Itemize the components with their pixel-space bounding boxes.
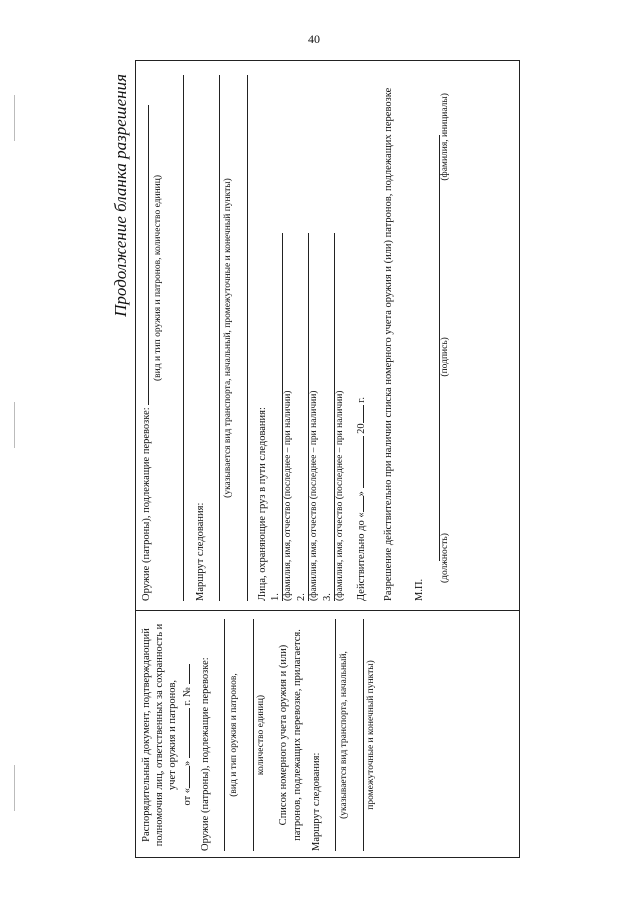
route-blank-line bbox=[235, 75, 248, 601]
form-heading: Продолжение бланка разрешения bbox=[111, 74, 130, 317]
doc-date-number-line bbox=[181, 619, 194, 851]
number-text: г. № bbox=[182, 687, 194, 706]
validity-note: Разрешение действительно при наличии списка номерного учета оружия и (или) патронов, подлежащих перевозке bbox=[383, 87, 395, 601]
weapons-blank-line bbox=[212, 619, 225, 851]
route-blank-line bbox=[323, 619, 336, 851]
signature-line bbox=[427, 135, 440, 561]
permit-form-table bbox=[135, 60, 520, 858]
valid-year-blank bbox=[363, 405, 364, 423]
route-blank-line bbox=[207, 75, 220, 601]
scan-margin-mark bbox=[14, 402, 15, 448]
weapons-label: Оружие (патроны), подлежащие перевозке: bbox=[199, 657, 211, 851]
weapons-blank bbox=[148, 105, 149, 405]
valid-until-line bbox=[355, 75, 368, 601]
guard-caption: (фамилия, имя, отчество (последнее – при наличии) bbox=[282, 233, 295, 601]
valid-month-blank bbox=[363, 436, 364, 488]
date-from-text: от « bbox=[182, 787, 194, 806]
weapons-blank-line bbox=[241, 619, 254, 851]
route-caption: (указывается вид транспорта, начальный, bbox=[338, 651, 349, 819]
route-label: Маршрут следования: bbox=[310, 752, 322, 851]
valid-year-text: 20 bbox=[356, 423, 368, 434]
doc-line: полномочия лиц, ответственных за сохранность и bbox=[154, 623, 166, 847]
position-caption: (должность) bbox=[439, 533, 450, 583]
doc-line: учет оружия и патронов, bbox=[167, 679, 179, 791]
weapons-caption: (вид и тип оружия и патронов, количество единиц) bbox=[153, 175, 164, 381]
weapons-caption: количество единиц) bbox=[255, 694, 266, 776]
signature-caption: (подпись) bbox=[439, 337, 450, 377]
guard-number-2: 2. bbox=[296, 593, 308, 601]
guards-label: Лица, охраняющие груз в пути следования: bbox=[257, 407, 268, 601]
number-blank bbox=[189, 664, 190, 684]
route-label: Маршрут следования: bbox=[195, 502, 206, 601]
weapons-label: Оружие (патроны), подлежащие перевозке: bbox=[140, 75, 153, 601]
guard-caption: (фамилия, имя, отчество (последнее – при наличии) bbox=[308, 233, 321, 601]
guard-number-3: 3. bbox=[322, 593, 334, 601]
route-blank-line bbox=[351, 619, 364, 851]
column-divider bbox=[136, 610, 519, 611]
day-blank bbox=[189, 766, 190, 788]
date-mid-text: » bbox=[182, 760, 194, 766]
scan-margin-mark bbox=[14, 765, 15, 811]
list-line: патронов, подлежащих перевозке, прилагается. bbox=[291, 629, 303, 841]
page-number: 40 bbox=[308, 32, 320, 46]
doc-line: Распорядительный документ, подтверждающий bbox=[141, 628, 152, 842]
weapons-caption: (вид и тип оружия и патронов, bbox=[228, 673, 239, 797]
scan-margin-mark bbox=[14, 95, 15, 141]
route-caption: промежуточные и конечный пункты) bbox=[365, 660, 376, 810]
list-line: Список номерного учета оружия и (или) bbox=[278, 644, 290, 826]
main-column bbox=[140, 75, 451, 601]
signature-captions bbox=[440, 75, 452, 601]
stub-column bbox=[140, 619, 378, 851]
month-blank bbox=[189, 708, 190, 758]
name-caption: (фамилия, инициалы) bbox=[439, 93, 450, 181]
valid-mid-text: » bbox=[356, 491, 368, 497]
rotated-form-sheet bbox=[111, 60, 544, 858]
stamp-place: М.П. bbox=[414, 578, 426, 601]
valid-until-text: Действительно до « bbox=[356, 512, 368, 601]
guard-caption: (фамилия, имя, отчество (последнее – при наличии) bbox=[334, 233, 347, 601]
weapons-blank-line bbox=[171, 75, 184, 601]
valid-day-blank bbox=[363, 496, 364, 512]
route-caption: (указывается вид транспорта, начальный, промежуточные и конечный пункты) bbox=[223, 178, 234, 498]
valid-g-text: г. bbox=[356, 396, 368, 403]
guard-number-1: 1. bbox=[270, 593, 282, 601]
